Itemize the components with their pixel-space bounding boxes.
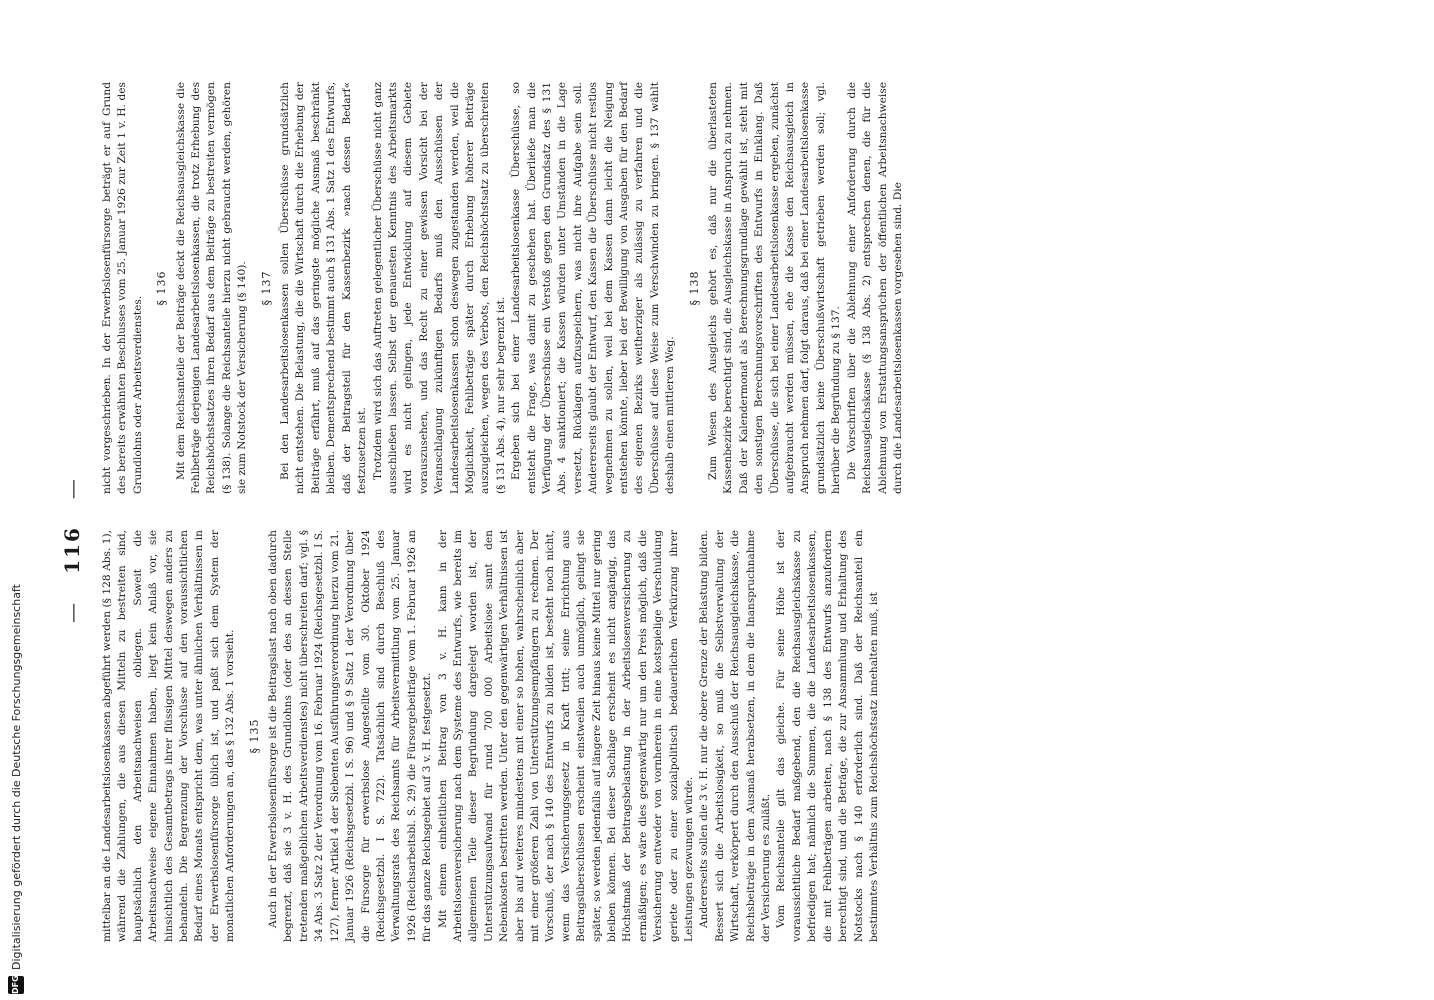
left-column	[100, 530, 906, 942]
page-number: 116	[60, 526, 84, 574]
paragraph: Mit dem Reichsanteile der Beiträge deckt die Reichsausgleichskasse die Fehlbeträge derjenigen Landesarbeitslosenkassen, die trotz Erhebung des Reichshöchstsatzes ihren Bedarf aus dem Beiträge zu bestreiten vermögen (§ 138). Solange die Reichsanteile hierzu nicht gebraucht werden, gehören sie zum Notstock der Versicherung (§ 140).	[174, 82, 249, 494]
paragraph: Die Vorschriften über die Ablehnung einer Anforderung durch die Reichsausgleichskasse (§ 138 Abs. 2) entsprechen denen, die für die Ablehnung von Erstattungsansprüchen der öffentlichen Arbeitsnachweise durch die Landesarbeitslosenkassen vorgesehen sind. Die	[845, 82, 904, 494]
right-column	[100, 82, 906, 494]
paragraph: Ergeben sich bei einer Landesarbeitslosenkasse Überschüsse, so entsteht die Frage, was damit zu geschehen hat. Überließe man die Verfügung der Überschüsse ein Verstoß gegen den Grundsatz des § 131 Abs. 4 sanktioniert; die Kassen würden unter Umständen in die Lage versetzt, Rücklagen aufzuspeichern, was nicht ihre Aufgabe sein soll. Andererseits glaubt der Entwurf, den Kassen die Überschüsse nicht restlos wegnehmen zu sollen, weil bei dem Kassen dann leicht die Neigung entstehen könnte, lieber bei der Bewilligung von Ausgaben für den Bedarf des eigenen Bezirks weitherziger als zulässig zu verfahren und die Überschüsse auf diese Weise zum Verschwinden zu bringen. § 137 wählt deshalb einen mittleren Weg.	[510, 82, 677, 494]
credit-text: Digitalisierung gefördert durch die Deutsche Forschungsgemeinschaft	[9, 584, 23, 970]
paragraph: Trotzdem wird sich das Auftreten gelegentlicher Überschüsse nicht ganz ausschließen lassen. Selbst der genauesten Kenntnis des Arbeitsmarkts wird es nicht gelingen, jede Entwicklung auf diesem Gebiete vorauszusehen, und das Recht zu einer gewissen Vorsicht bei der Veranschlagung zukünftigen Bedarfs muß den Ausschüssen der Landesarbeitslosenkassen schon deswegen zugestanden werden, weil die Möglichkeit, Fehlbeträge später durch Erhebung höherer Beiträge auszugleichen, wegen des Verbots, den Reichshöchstsatz zu überschreiten (§ 131 Abs. 4), nur sehr begrenzt ist.	[371, 82, 507, 494]
paragraph: nicht vorgeschrieben. In der Erwerbslosenfürsorge beträgt er auf Grund des bereits erwähnten Beschlusses vom 25. Januar 1926 zur Zeit 1 v. H. des Grundlohns oder Arbeitsverdienstes.	[101, 82, 144, 494]
section-heading: § 135	[247, 718, 261, 754]
section-heading: § 137	[259, 270, 273, 306]
paragraph: Bei den Landesarbeitslosenkassen sollen Überschüsse grundsätzlich nicht entstehen. Die Belastung, die die Wirtschaft durch die Erhebung der Beiträge erfährt, muß auf das geringste mögliche Ausmaß beschränkt bleiben. Dementsprechend bestimmt auch § 131 Abs. 1 Satz 1 des Entwurfs, daß der Beitragsteil für den Kassenbezirk »nach dessen Bedarf« festzusetzen ist.	[279, 82, 369, 494]
section-heading: § 138	[687, 270, 701, 306]
page-header	[60, 100, 84, 1000]
paragraph: Vom Reichsanteile gilt das gleiche. Für seine Höhe ist der voraussichtliche Bedarf maßgebend, den die Reichsausgleichskasse zu befriedigen hat; nämlich die Summen, die die Landesarbeitslosenkassen, die mit Fehlbeträgen arbeiten, nach § 138 des Entwurfs anzufordern berechtigt sind, und die Beträge, die zur Ansammlung und Erhaltung des Notstocks nach § 140 erforderlich sind. Daß der Reichsanteil ein bestimmtes Verhältnis zum Reichshöchstsatz innehalten muß, ist	[775, 530, 880, 942]
paragraph: mittelbar an die Landesarbeitslosenkassen abgeführt werden (§ 128 Abs. 1), während die Zahlungen, die aus diesen Mitteln zu bestreiten sind, hauptsächlich den Arbeitsnachweisen obliegen. Soweit die Arbeitsnachweise eigene Einnahmen haben, liegt kein Anlaß vor, sie hinsichtlich des Gesamtbetrags ihrer flüssigen Mittel deswegen anders zu behandeln. Die Begrenzung der Vorschüsse auf den voraussichtlichen Bedarf eines Monats entspricht dem, was unter ähnlichen Verhältnissen in der Erwerbslosenfürsorge üblich ist, und paßt sich dem System der monatlichen Anforderungen an, das § 132 Abs. 1 vorsieht.	[101, 530, 237, 942]
dfg-logo: DFG	[8, 976, 24, 994]
paragraph: Auch in der Erwerbslosenfürsorge ist die Beitragslast nach oben dadurch begrenzt, daß sie 3 v. H. des Grundlohns (oder des an dessen Stelle tretenden maßgeblichen Arbeitsverdienstes) nicht überschreiten darf; vgl. § 34 Abs. 3 Satz 2 der Verordnung vom 16. Februar 1924 (Reichsgesetzbl. I S. 127), ferner Artikel 4 der Siebenten Ausführungsverordnung hierzu vom 21. Januar 1926 (Reichsgesetzbl. I S. 96) und § 9 Satz 1 der Verordnung über die Fürsorge für erwerbslose Angestellte vom 30. Oktober 1924 (Reichsgesetzbl. I S. 722). Tatsächlich sind durch Beschluß des Verwaltungsrats des Reichsamts für Arbeitsvermittlung vom 25. Januar 1926 (Reichsarbeitsbl. S. 29) die Fürsorgebeiträge vom 1. Februar 1926 an für das ganze Reichsgebiet auf 3 v. H. festgesetzt.	[267, 530, 434, 942]
paragraph: Mit einem einheitlichen Beitrag von 3 v. H. kann in der Arbeitslosenversicherung nach dem Systeme des Entwurfs, wie bereits im allgemeinen Teile dieser Begründung dargelegt worden ist, der Unterstützungsaufwand für rund 700 000 Arbeitslose samt den Nebenkosten bestritten werden. Unter den gegenwärtigen Verhältnissen ist aber bis auf weiteres mindestens mit einer so hohen, wahrscheinlich aber mit einer größeren Zahl von Unterstützungsempfängern zu rechnen. Der Vorschuß, der nach § 140 des Entwurfs zu bilden ist, besteht noch nicht, wenn das Versicherungsgesetz in Kraft tritt; seine Errichtung aus Beitragsüberschüssen erscheint einstweilen auch unmöglich, gelingt sie später, so werden jedenfalls auf längere Zeit hinaus keine Mittel nur gering bleiben können. Bei dieser Sachlage erscheint es nicht angängig, das Höchstmaß der Beitragsbelastung in der Arbeitslosenversicherung zu ermäßigen; es wäre dies gegenwärtig nur um den Preis möglich, daß die Versicherung entweder von vornherein in eine kostspielige Verschuldung geriete oder zu einer sozialpolitisch bedauerlichen Verkürzung ihrer Leistungen gezwungen würde.	[436, 530, 696, 942]
header-dash-left: —	[60, 600, 84, 623]
header-dash-right: —	[60, 477, 84, 500]
section-heading: § 136	[155, 270, 169, 306]
digitization-credit	[0, 0, 32, 1000]
paragraph: Andererseits sollen die 3 v. H. nur die obere Grenze der Belastung bilden. Bessert sich die Arbeitslosigkeit, so muß die Selbstverwaltung der Wirtschaft, verkörpert durch den Ausschuß der Reichsausgleichskasse, die Reichsbeiträge in dem Ausmaß herabsetzen, in dem die Inanspruchnahme der Versicherung es zuläßt.	[698, 530, 773, 942]
text-columns	[100, 82, 906, 942]
paragraph: Zum Wesen des Ausgleichs gehört es, daß nur die überlasteten Kassenbezirke berechtigt sind, die Ausgleichskasse in Anspruch zu nehmen. Daß der Kalendermonat als Berechnungsgrundlage gewählt ist, steht mit den sonstigen Berechnungsvorschriften des Entwurfs in Einklang. Daß Überschüsse, die sich bei einer Landesarbeitslosenkasse ergeben, zunächst aufgebraucht werden müssen, ehe die Kasse den Reichsausgleich in Anspruch nehmen darf, folgt daraus, daß bei einer Landesarbeitslosenkasse grundsätzlich keine Überschußwirtschaft getrieben werden soll; vgl. hierüber die Begründung zu § 137.	[707, 82, 843, 494]
